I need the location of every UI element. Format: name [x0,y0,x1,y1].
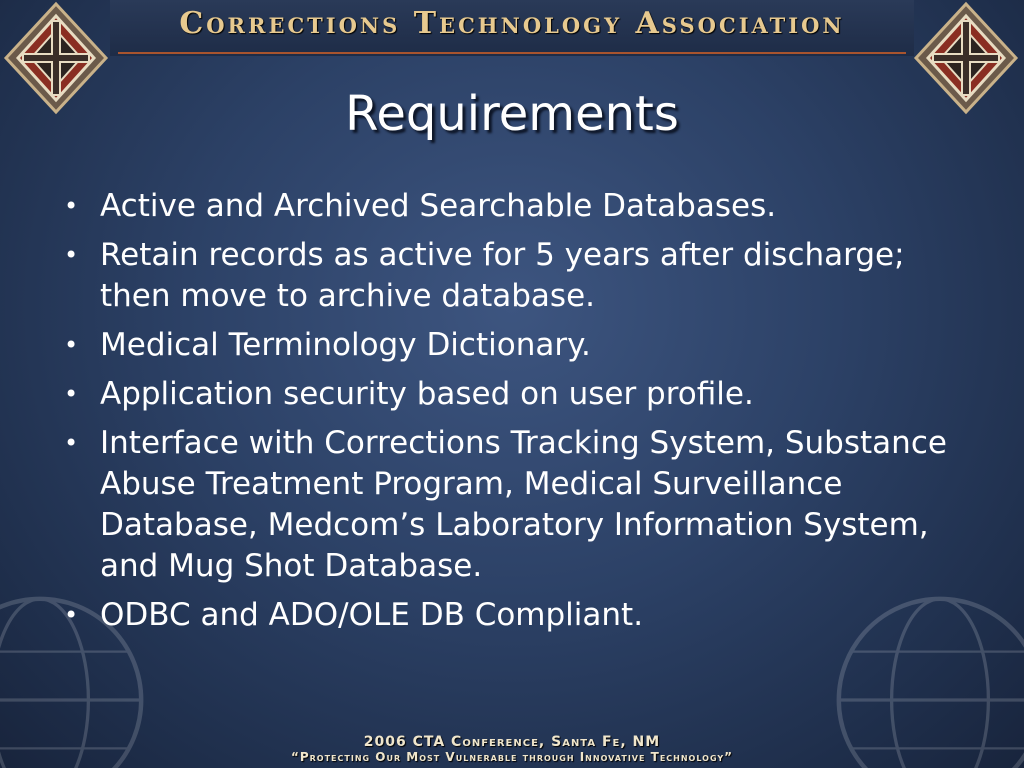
organization-name: Corrections Technology Association [179,6,845,41]
bullet-item [58,423,958,587]
bullet-icon: • [64,192,79,220]
slide-title: Requirements [345,86,679,142]
bullet-item [58,374,958,415]
header-divider [118,52,906,54]
bullet-list [58,186,958,644]
bullet-text: Retain records as active for 5 years after discharge; then move to archive database. [100,237,905,314]
bullet-item [58,235,958,317]
footer-tagline: “Protecting Our Most Vulnerable through Innovative Technology” [290,750,734,764]
bullet-icon: • [64,429,79,457]
bullet-text: Medical Terminology Dictionary. [100,327,591,363]
bullet-icon: • [64,331,79,359]
bullet-item [58,325,958,366]
bullet-icon: • [64,380,79,408]
bullet-text: Active and Archived Searchable Databases. [100,188,777,224]
header-banner [110,0,914,56]
footer-conference: 2006 CTA Conference, Santa Fe, NM [363,734,661,750]
bullet-icon: • [64,241,79,269]
bullet-text: Application security based on user profile. [100,376,754,412]
bullet-item [58,186,958,227]
bullet-text: ODBC and ADO/OLE DB Compliant. [100,597,644,633]
bullet-item [58,595,958,636]
bullet-icon: • [64,601,79,629]
bullet-text: Interface with Corrections Tracking System, Substance Abuse Treatment Program, Medical Surveillance Database, Medcom’s Laboratory Information System, and Mug Shot Database. [100,425,947,584]
